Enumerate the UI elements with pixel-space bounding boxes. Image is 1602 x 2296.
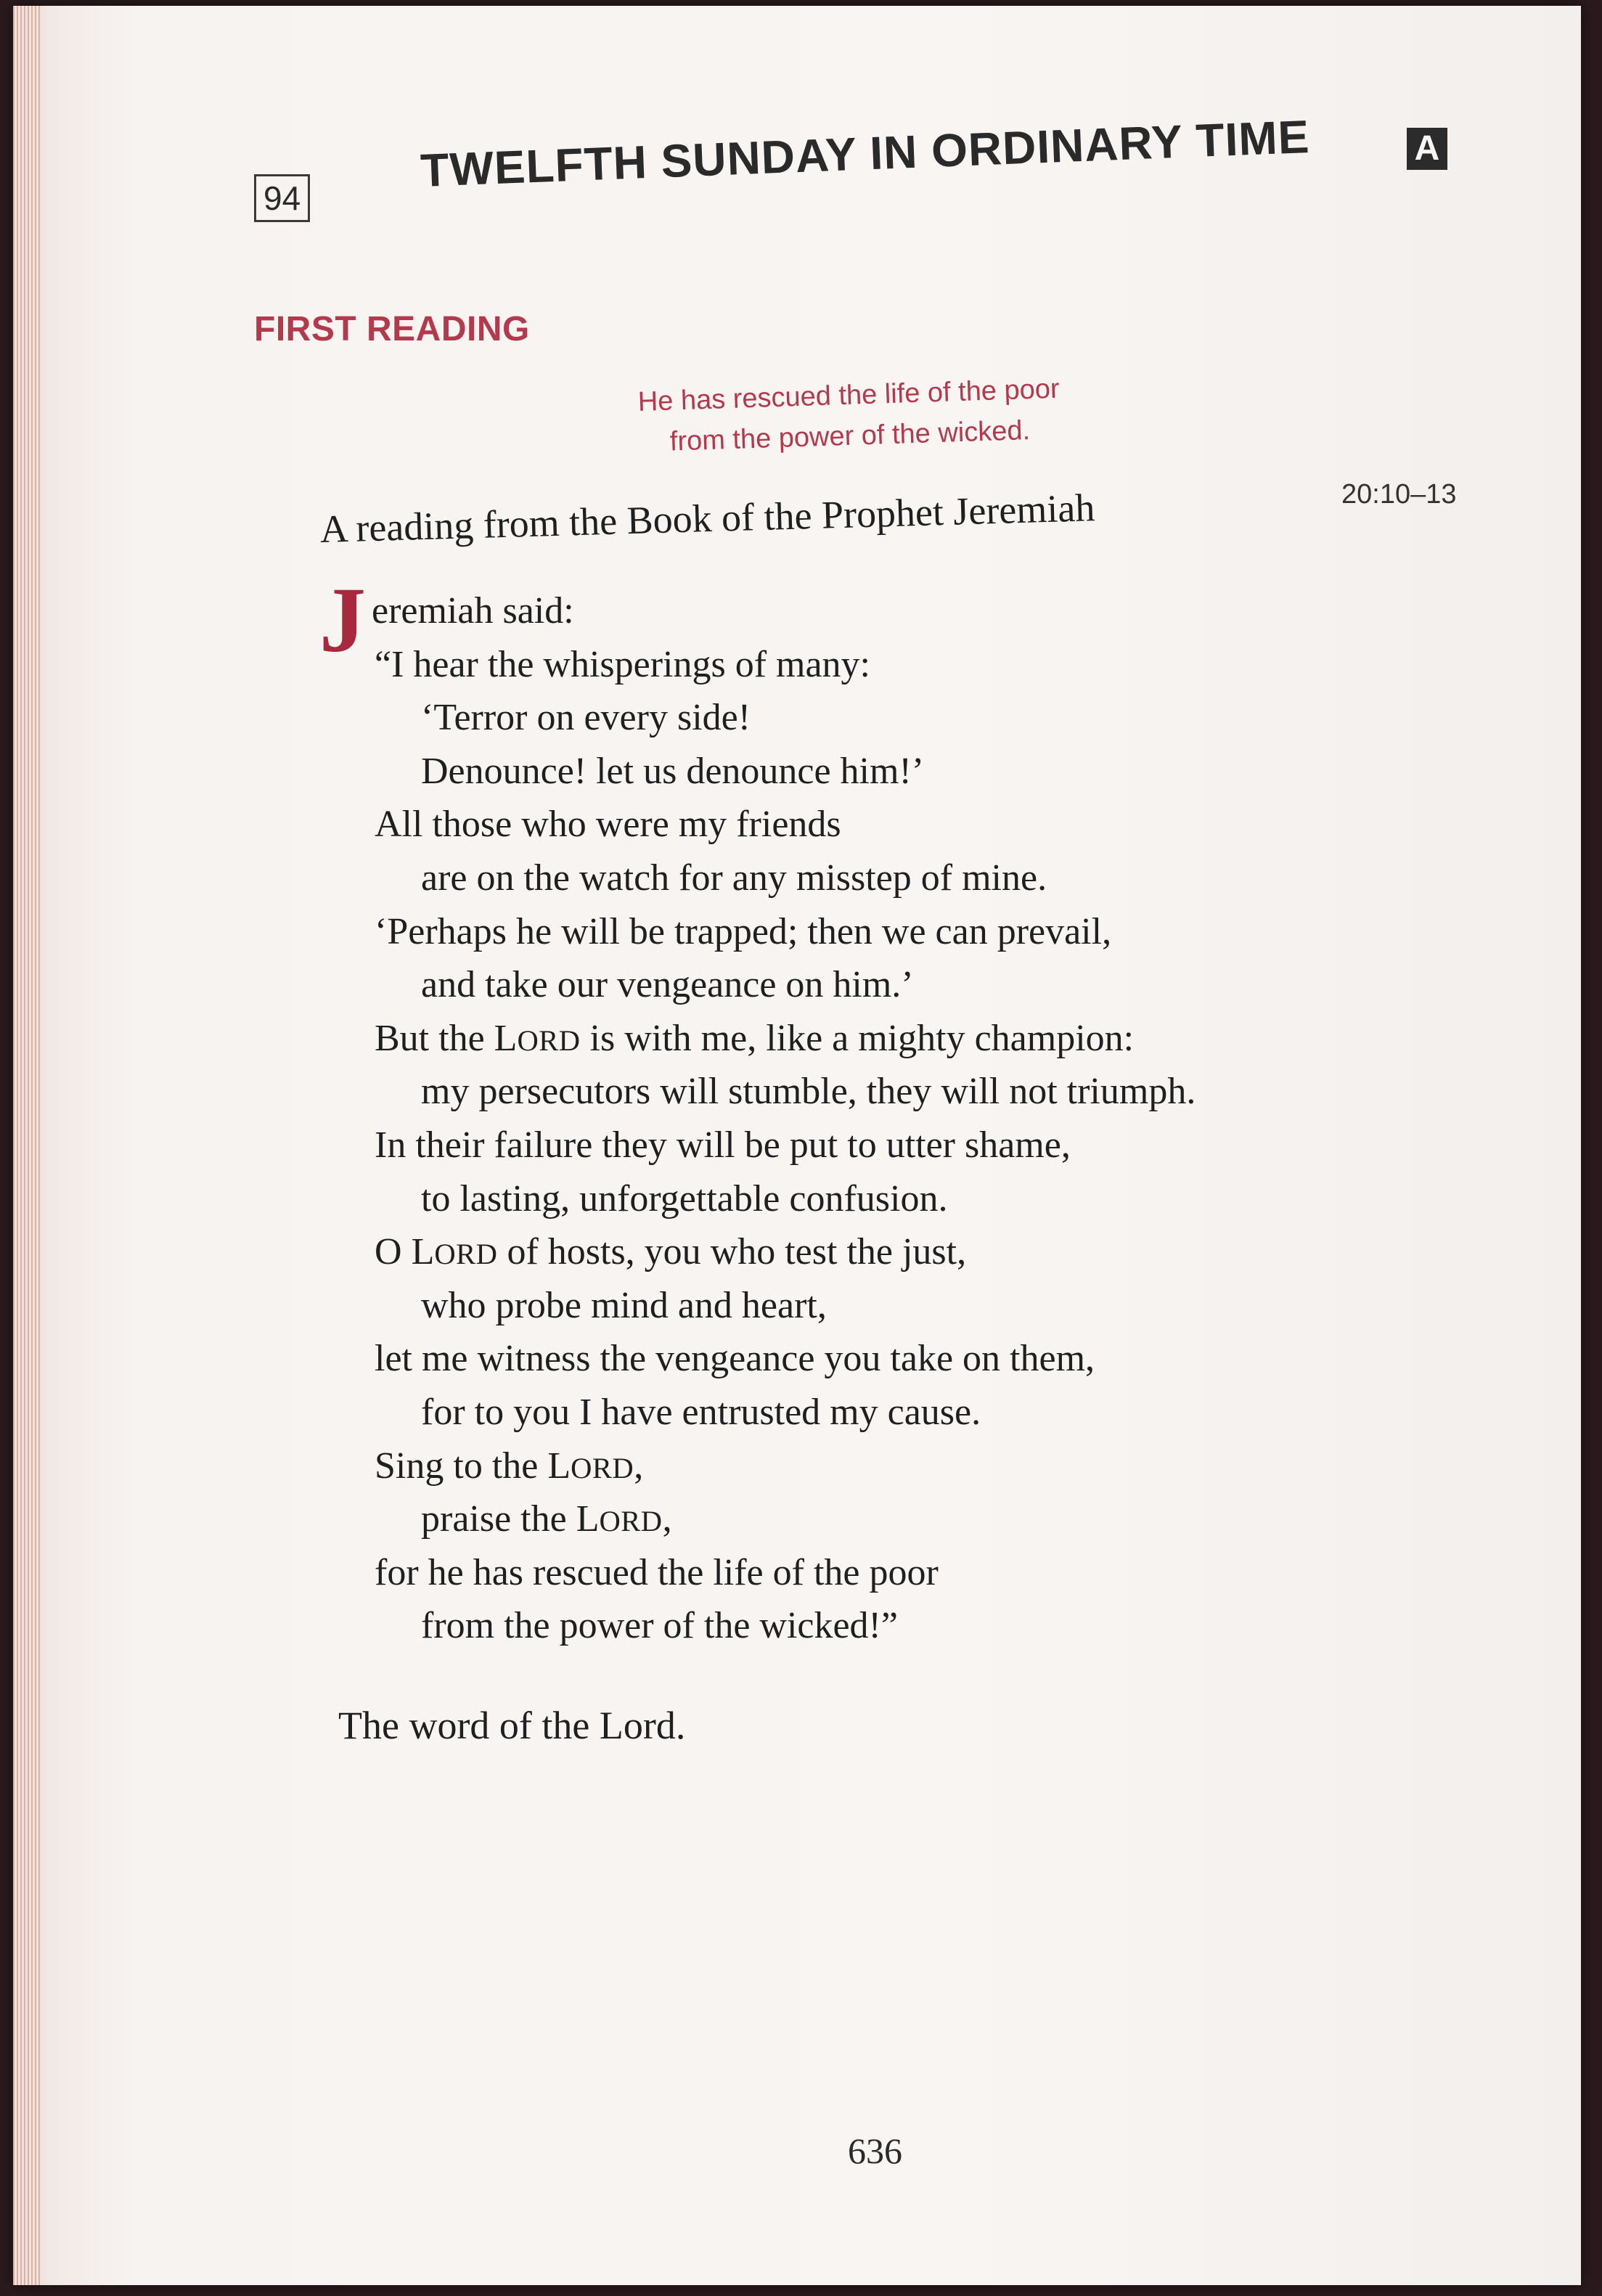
reading-intro: A reading from the Book of the Prophet Jeremiah [319,486,1096,551]
book-page [13,6,1581,2285]
reading-line: who probe mind and heart, [421,1285,827,1326]
reading-line: and take our vengeance on him.’ [421,964,914,1005]
reading-line: ‘Perhaps he will be trapped; then we can prevail, [375,911,1112,952]
reading-line: praise the LORD, [421,1498,672,1540]
reading-line: All those who were my friends [375,804,841,845]
drop-cap: J [319,568,366,671]
reading-line: In their failure they will be put to utter shame, [375,1124,1071,1166]
reading-body [319,568,1452,1780]
reading-line: for he has rescued the life of the poor [375,1552,939,1593]
reading-line: ‘Terror on every side! [421,697,751,738]
closing-acclamation: The word of the Lord. [338,1704,686,1747]
reading-line: Sing to the LORD, [375,1445,644,1487]
reading-line: are on the watch for any misstep of mine. [421,857,1047,899]
epigraph-line: He has rescued the life of the poor [637,373,1060,417]
cycle-badge: A [1407,128,1447,170]
epigraph-line: from the power of the wicked. [669,415,1031,457]
scripture-citation: 20:10–13 [1341,479,1457,510]
reading-line: from the power of the wicked!” [421,1605,898,1646]
reading-line: let me witness the vengeance you take on them, [375,1338,1095,1379]
reading-line: to lasting, unforgettable confusion. [421,1178,948,1220]
reading-line: my persecutors will stumble, they will not triumph. [421,1071,1196,1112]
reading-line: But the LORD is with me, like a mighty champion: [375,1018,1135,1059]
reading-line: O LORD of hosts, you who test the just, [375,1231,967,1272]
section-label: FIRST READING [254,310,530,348]
reading-line: eremiah said: [372,590,574,632]
reading-line: “I hear the whisperings of many: [375,644,871,685]
epigraph [637,369,1061,463]
page-edge [13,6,41,2285]
reading-line: Denounce! let us denounce him!’ [421,751,925,792]
reading-line: for to you I have entrusted my cause. [421,1392,981,1433]
page-number: 636 [848,2130,902,2171]
page-title: TWELFTH SUNDAY IN ORDINARY TIME [420,110,1311,197]
section-number: 94 [254,174,310,222]
